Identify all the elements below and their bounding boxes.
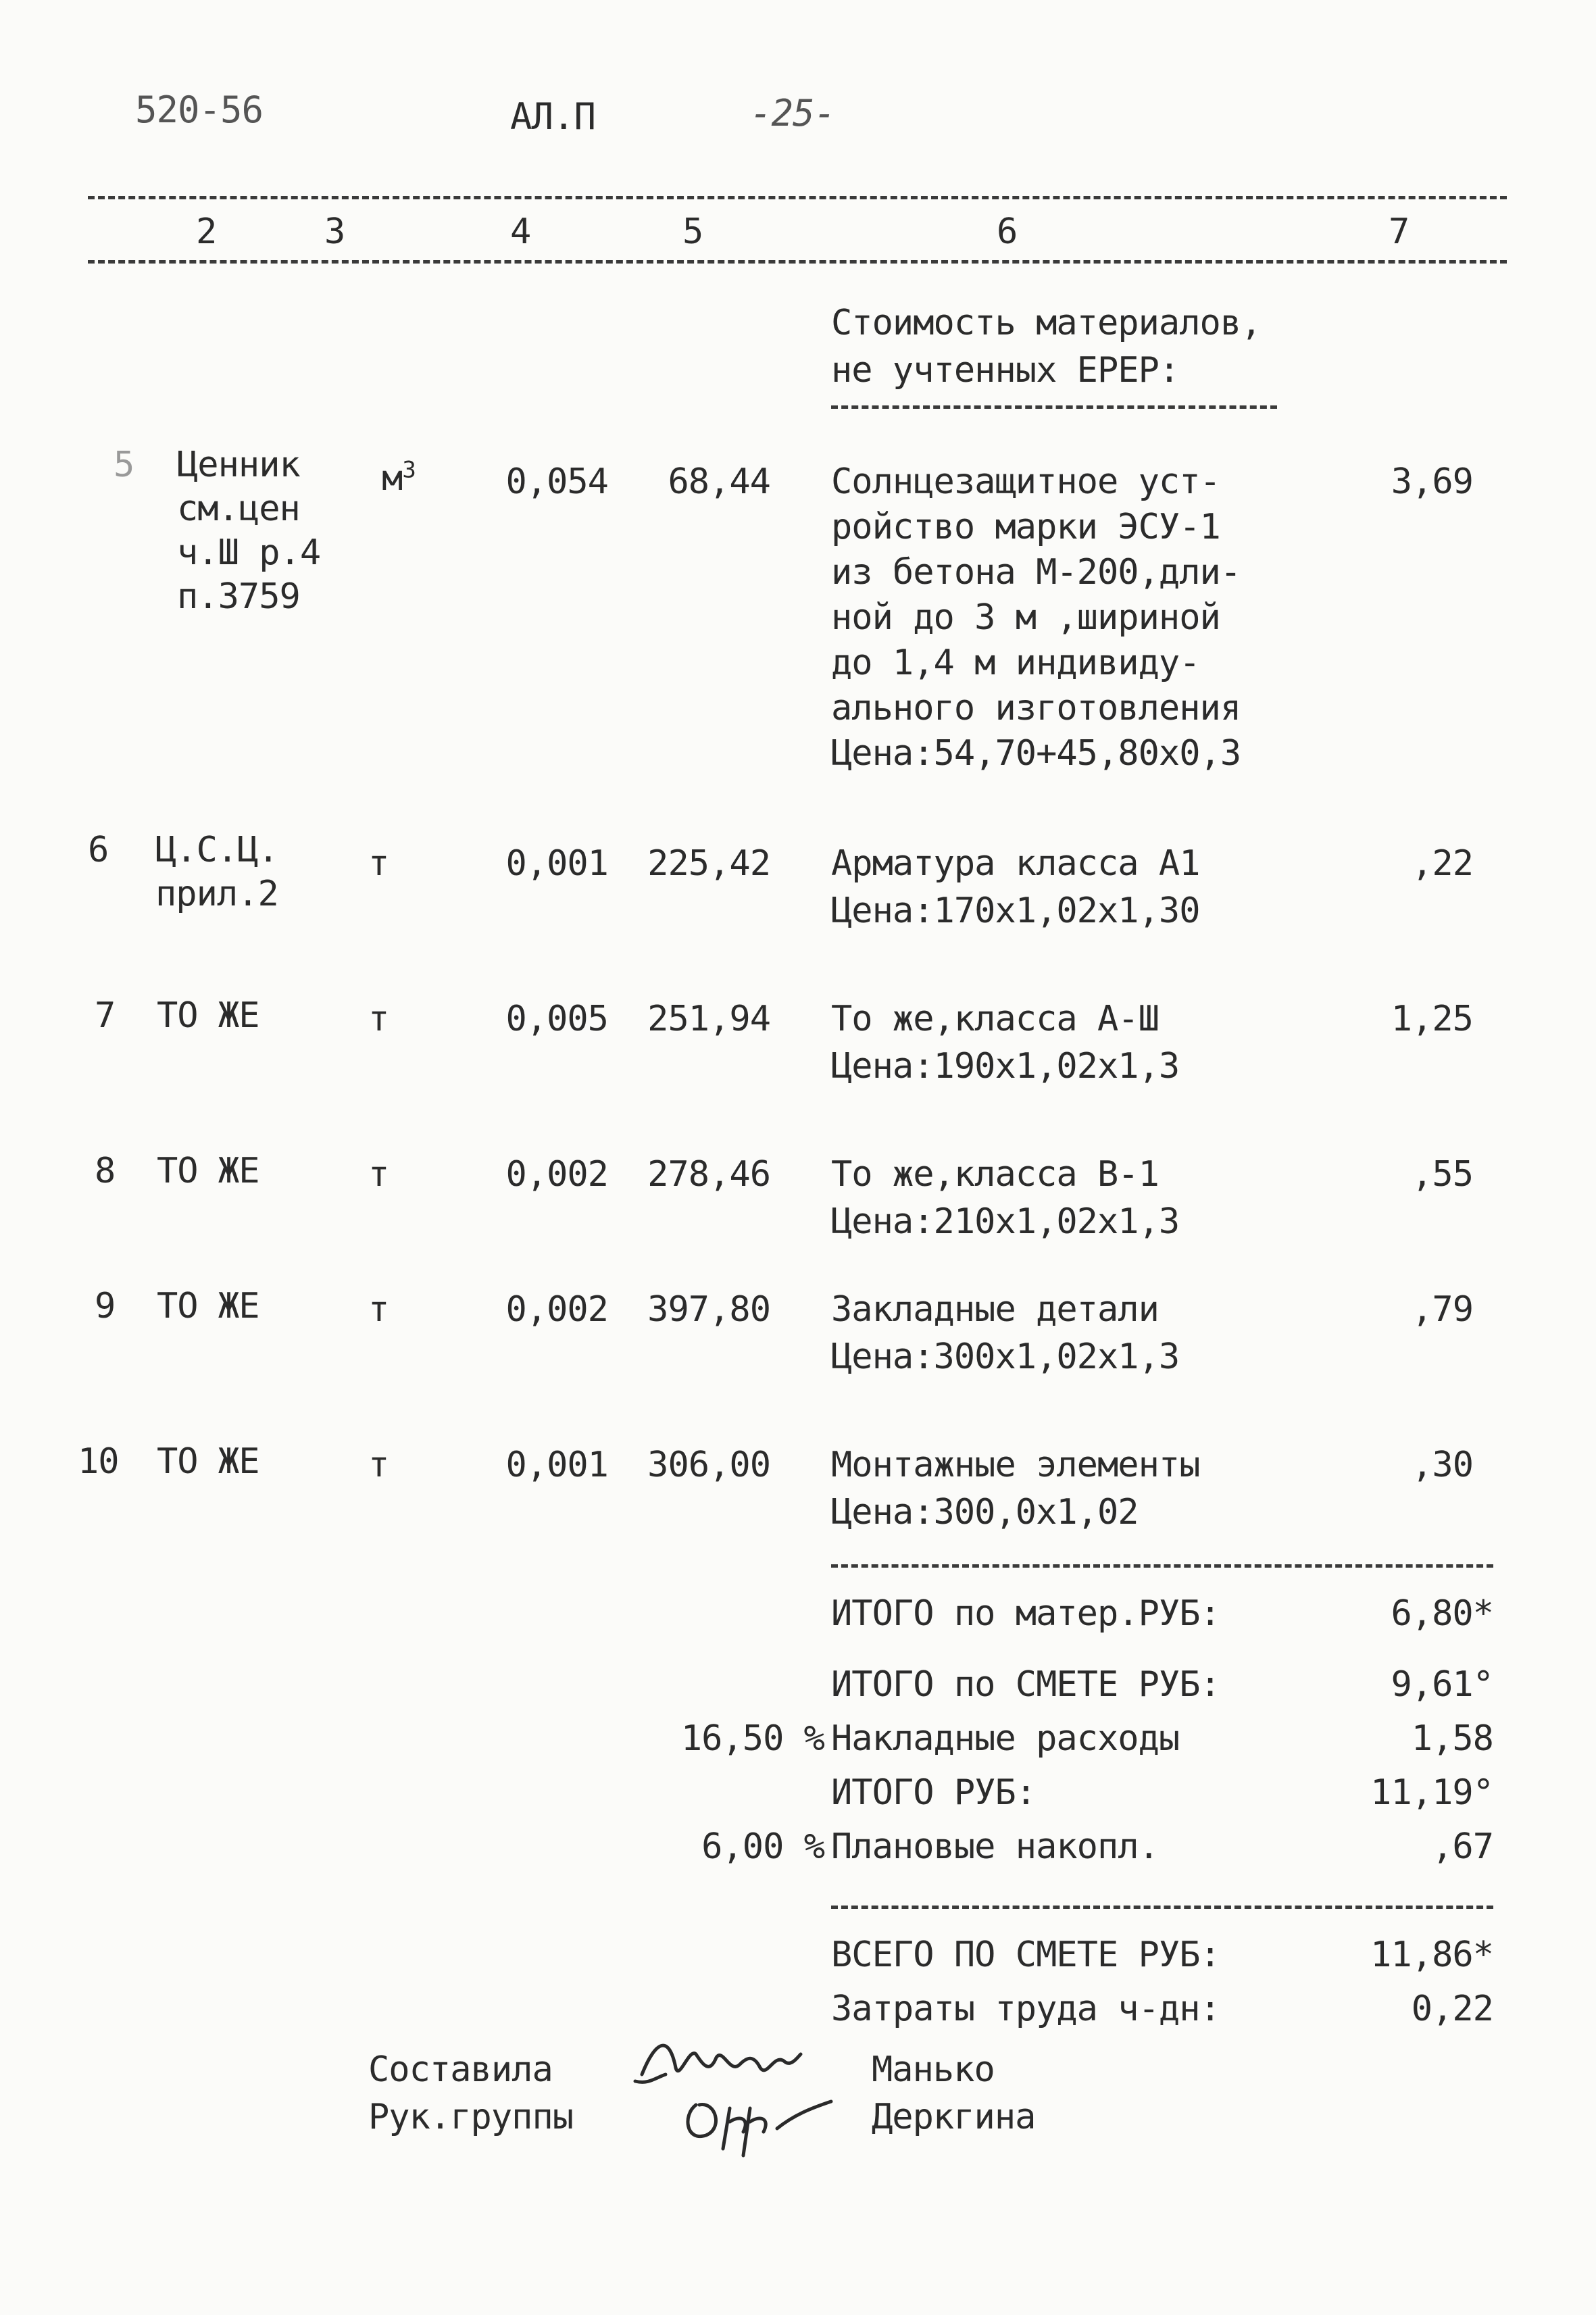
section-title-line-1: Стоимость материалов, [831,303,1262,343]
row-basis-line: Ценник [177,445,300,485]
row-description-line: Монтажные элементы [831,1445,1200,1485]
row-number: 6 [88,830,109,870]
handwritten-signature-2 [676,2088,838,2162]
summary-value: 11,19° [1370,1772,1493,1813]
row-description-line: Цена:54,70+45,80х0,3 [831,733,1241,774]
row-unit: т [368,999,389,1039]
row-unit: $м^3$ [382,456,416,499]
row-description-line: Цена:170х1,02х1,30 [831,891,1200,931]
summary-label: ИТОГО РУБ: [831,1772,1037,1813]
row-quantity: 0,054 [505,462,608,502]
column-header-6: 6 [997,211,1018,252]
grand-total-value: 11,86* [1370,1935,1493,1975]
row-description-line: То же,класса А-Ш [831,999,1159,1039]
column-header-2: 2 [196,211,217,252]
row-description-line: Цена:300х1,02х1,3 [831,1337,1180,1377]
row-total: 3,69 [1391,462,1473,502]
row-price: 306,00 [647,1445,770,1485]
row-description-line: из бетона М-200,дли- [831,552,1241,593]
header-bottom-rule [88,260,1507,264]
row-quantity: 0,005 [505,999,608,1039]
labor-value: 0,22 [1411,1989,1493,2029]
section-title-underline [831,405,1277,409]
row-total: ,55 [1412,1154,1473,1195]
row-description-line: Цена:190х1,02х1,3 [831,1046,1180,1087]
row-description-line: Цена:210х1,02х1,3 [831,1201,1180,1242]
row-description-line: Закладные детали [831,1289,1159,1330]
row-number: 8 [95,1151,116,1191]
header-top-rule [88,196,1507,199]
section-title-line-2: не учтенных ЕРЕР: [831,350,1180,391]
column-header-4: 4 [510,211,531,252]
signature-name: Манько [872,2049,995,2090]
row-basis-line: Ц.С.Ц. [155,830,278,870]
row-number: 7 [95,995,116,1036]
handwritten-signature-1 [628,2027,804,2095]
row-price: 68,44 [668,462,770,502]
row-description-line: ального изготовления [831,688,1241,728]
summary-percent: 6,00 % [701,1826,824,1867]
row-quantity: 0,001 [505,843,608,884]
row-basis-line: ТО ЖЕ [157,1441,259,1482]
row-total: ,30 [1412,1445,1473,1485]
row-total: ,79 [1412,1289,1473,1330]
labor-label: Затраты труда ч-дн: [831,1989,1220,2029]
row-quantity: 0,002 [505,1154,608,1195]
row-unit: т [368,1289,389,1330]
row-description-line: Цена:300,0х1,02 [831,1492,1139,1533]
summary-label: Накладные расходы [831,1718,1180,1759]
row-quantity: 0,002 [505,1289,608,1330]
summary-bottom-rule [831,1906,1493,1909]
row-description-line: до 1,4 м индивиду- [831,643,1200,683]
grand-total-label: ВСЕГО ПО СМЕТЕ РУБ: [831,1935,1220,1975]
row-price: 225,42 [647,843,770,884]
row-description-line: ройство марки ЭСУ-1 [831,507,1220,547]
summary-percent: 16,50 % [680,1718,824,1759]
row-description-line: То же,класса В-1 [831,1154,1159,1195]
row-description-line: ной до 3 м ,шириной [831,597,1220,638]
column-header-7: 7 [1389,211,1410,252]
row-basis-line: ТО ЖЕ [157,995,259,1036]
summary-value: ,67 [1432,1826,1493,1867]
summary-label: Плановые накопл. [831,1826,1159,1867]
signature-name: Деркгина [872,2097,1036,2137]
row-number: 9 [95,1286,116,1326]
summary-value: 6,80* [1391,1593,1493,1634]
row-unit: т [368,1154,389,1195]
album-label: АЛ.П [510,95,596,138]
summary-value: 9,61° [1391,1664,1493,1705]
row-price: 278,46 [647,1154,770,1195]
unit-superscript: 3 [402,456,416,484]
row-quantity: 0,001 [505,1445,608,1485]
signature-role: Рук.группы [368,2097,574,2137]
row-basis-line: см.цен [177,489,300,529]
summary-value: 1,58 [1411,1718,1493,1759]
row-description-line: Арматура класса А1 [831,843,1200,884]
row-number: 10 [78,1441,119,1482]
row-total: 1,25 [1391,999,1473,1039]
summary-top-rule [831,1564,1493,1568]
summary-label: ИТОГО по матер.РУБ: [831,1593,1220,1634]
row-number: 5 [114,445,134,485]
row-description-line: Солнцезащитное уст- [831,462,1220,502]
row-basis-line: прил.2 [155,874,278,914]
column-header-5: 5 [682,211,703,252]
row-total: ,22 [1412,843,1473,884]
row-price: 397,80 [647,1289,770,1330]
row-unit: т [368,843,389,884]
page-number: -25- [750,92,836,134]
row-basis-line: ТО ЖЕ [157,1151,259,1191]
column-header-3: 3 [324,211,345,252]
doc-code: 520-56 [135,89,264,131]
row-basis-line: ч.Ш р.4 [177,532,321,573]
row-unit: т [368,1445,389,1485]
row-price: 251,94 [647,999,770,1039]
signature-role: Составила [368,2049,553,2090]
row-basis-line: ТО ЖЕ [157,1286,259,1326]
summary-label: ИТОГО по СМЕТЕ РУБ: [831,1664,1220,1705]
row-basis-line: п.3759 [177,576,300,617]
